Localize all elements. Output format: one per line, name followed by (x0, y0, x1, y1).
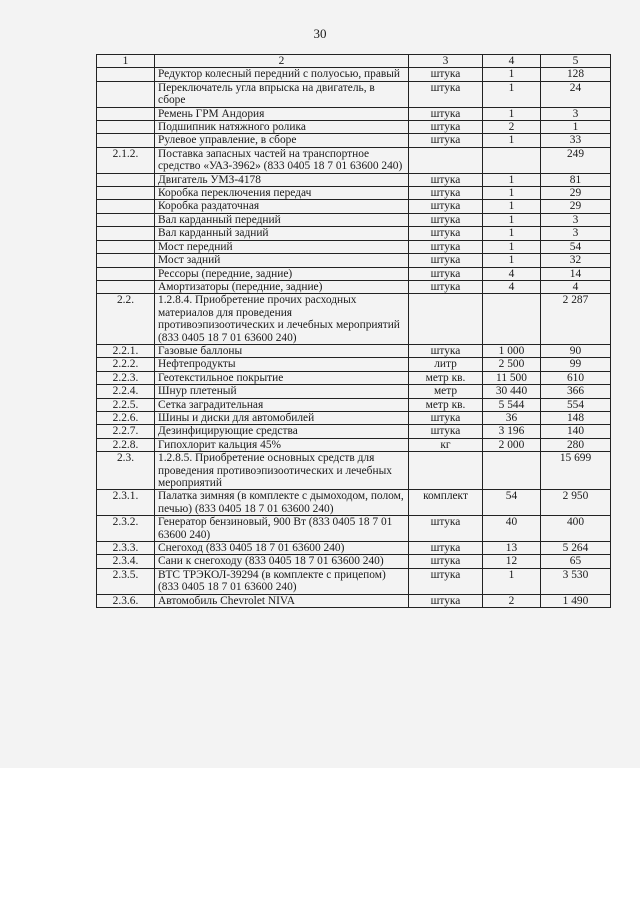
amount-cell: 4 (541, 280, 611, 293)
row-number-cell (97, 227, 155, 240)
table-row (97, 542, 611, 555)
table-row (97, 68, 611, 81)
quantity-cell: 4 (483, 267, 541, 280)
column-header: 2 (155, 55, 409, 68)
table-row (97, 254, 611, 267)
table-header-row (97, 55, 611, 68)
unit-cell: штука (409, 240, 483, 253)
amount-cell: 24 (541, 81, 611, 107)
quantity-cell: 40 (483, 516, 541, 542)
item-name-cell: Переключатель угла впрыска на двигатель, в сборе (155, 81, 409, 107)
unit-cell (409, 147, 483, 173)
unit-cell (409, 452, 483, 490)
unit-cell: литр (409, 358, 483, 371)
row-number-cell (97, 121, 155, 134)
unit-cell: штука (409, 121, 483, 134)
item-name-cell: Двигатель УМЗ-4178 (155, 173, 409, 186)
quantity-cell: 1 (483, 134, 541, 147)
row-number-cell (97, 81, 155, 107)
row-number-cell: 2.2.7. (97, 425, 155, 438)
table-row (97, 240, 611, 253)
item-name-cell: Газовые баллоны (155, 344, 409, 357)
table-row (97, 227, 611, 240)
unit-cell: штука (409, 68, 483, 81)
row-number-cell (97, 173, 155, 186)
row-number-cell: 2.2.6. (97, 411, 155, 424)
table-row (97, 107, 611, 120)
amount-cell: 15 699 (541, 452, 611, 490)
row-number-cell (97, 107, 155, 120)
table-row (97, 425, 611, 438)
row-number-cell: 2.3.5. (97, 568, 155, 594)
item-name-cell: Палатка зимняя (в комплекте с дымоходом, полом, печью) (833 0405 18 7 01 63600 240) (155, 490, 409, 516)
quantity-cell: 11 500 (483, 371, 541, 384)
unit-cell: штука (409, 516, 483, 542)
amount-cell: 2 287 (541, 294, 611, 345)
item-name-cell: Шины и диски для автомобилей (155, 411, 409, 424)
row-number-cell: 2.2.4. (97, 385, 155, 398)
row-number-cell: 2.3.4. (97, 555, 155, 568)
table-row (97, 594, 611, 607)
unit-cell: штука (409, 555, 483, 568)
row-number-cell (97, 68, 155, 81)
column-header: 3 (409, 55, 483, 68)
item-name-cell: Гипохлорит кальция 45% (155, 438, 409, 451)
table-row (97, 294, 611, 345)
column-header: 1 (97, 55, 155, 68)
quantity-cell: 1 (483, 254, 541, 267)
item-name-cell: ВТС ТРЭКОЛ-39294 (в комплекте с прицепом) (833 0405 18 7 01 63600 240) (155, 568, 409, 594)
unit-cell: штука (409, 134, 483, 147)
amount-cell: 148 (541, 411, 611, 424)
table-row (97, 452, 611, 490)
table-row (97, 358, 611, 371)
quantity-cell (483, 294, 541, 345)
unit-cell: штука (409, 173, 483, 186)
item-name-cell: Нефтепродукты (155, 358, 409, 371)
item-name-cell: Сани к снегоходу (833 0405 18 7 01 63600 240) (155, 555, 409, 568)
table-row (97, 411, 611, 424)
unit-cell: комплект (409, 490, 483, 516)
quantity-cell: 3 196 (483, 425, 541, 438)
quantity-cell (483, 452, 541, 490)
unit-cell: штука (409, 568, 483, 594)
row-number-cell: 2.2.1. (97, 344, 155, 357)
amount-cell: 3 530 (541, 568, 611, 594)
amount-cell: 99 (541, 358, 611, 371)
amount-cell: 29 (541, 200, 611, 213)
quantity-cell: 1 000 (483, 344, 541, 357)
amount-cell: 400 (541, 516, 611, 542)
row-number-cell: 2.2.8. (97, 438, 155, 451)
unit-cell: штука (409, 107, 483, 120)
table-row (97, 385, 611, 398)
unit-cell: метр кв. (409, 371, 483, 384)
unit-cell: штука (409, 425, 483, 438)
item-name-cell: Ремень ГРМ Андория (155, 107, 409, 120)
amount-cell: 90 (541, 344, 611, 357)
row-number-cell: 2.3.3. (97, 542, 155, 555)
item-name-cell: Мост передний (155, 240, 409, 253)
table-row (97, 516, 611, 542)
table-row (97, 81, 611, 107)
quantity-cell: 1 (483, 568, 541, 594)
quantity-cell: 13 (483, 542, 541, 555)
amount-cell: 3 (541, 107, 611, 120)
table-row (97, 280, 611, 293)
amount-cell: 140 (541, 425, 611, 438)
table-row (97, 371, 611, 384)
table-row (97, 438, 611, 451)
quantity-cell: 4 (483, 280, 541, 293)
amount-cell: 5 264 (541, 542, 611, 555)
unit-cell: штука (409, 344, 483, 357)
item-name-cell: Коробка переключения передач (155, 187, 409, 200)
unit-cell: штука (409, 542, 483, 555)
amount-cell: 128 (541, 68, 611, 81)
row-number-cell: 2.3. (97, 452, 155, 490)
row-number-cell (97, 187, 155, 200)
table-row (97, 200, 611, 213)
quantity-cell: 54 (483, 490, 541, 516)
row-number-cell: 2.3.6. (97, 594, 155, 607)
item-name-cell: Поставка запасных частей на транспортное средство «УАЗ-3962» (833 0405 18 7 01 63600 240) (155, 147, 409, 173)
amount-cell: 3 (541, 213, 611, 226)
expense-table (96, 54, 611, 608)
column-header: 4 (483, 55, 541, 68)
amount-cell: 280 (541, 438, 611, 451)
item-name-cell: Подшипник натяжного ролика (155, 121, 409, 134)
item-name-cell: Рессоры (передние, задние) (155, 267, 409, 280)
table-row (97, 134, 611, 147)
item-name-cell: Геотекстильное покрытие (155, 371, 409, 384)
row-number-cell (97, 280, 155, 293)
row-number-cell (97, 240, 155, 253)
quantity-cell: 1 (483, 173, 541, 186)
row-number-cell: 2.1.2. (97, 147, 155, 173)
row-number-cell: 2.3.1. (97, 490, 155, 516)
item-name-cell: Амортизаторы (передние, задние) (155, 280, 409, 293)
unit-cell: штука (409, 213, 483, 226)
quantity-cell: 1 (483, 213, 541, 226)
unit-cell: штука (409, 187, 483, 200)
unit-cell: метр кв. (409, 398, 483, 411)
unit-cell: кг (409, 438, 483, 451)
quantity-cell: 30 440 (483, 385, 541, 398)
amount-cell: 54 (541, 240, 611, 253)
unit-cell: штука (409, 594, 483, 607)
quantity-cell: 36 (483, 411, 541, 424)
table-row (97, 173, 611, 186)
row-number-cell (97, 200, 155, 213)
row-number-cell: 2.3.2. (97, 516, 155, 542)
unit-cell: штука (409, 254, 483, 267)
quantity-cell: 2 (483, 121, 541, 134)
quantity-cell: 1 (483, 200, 541, 213)
table-row (97, 121, 611, 134)
item-name-cell: Дезинфицирующие средства (155, 425, 409, 438)
row-number-cell: 2.2.2. (97, 358, 155, 371)
amount-cell: 610 (541, 371, 611, 384)
item-name-cell: Сетка заградительная (155, 398, 409, 411)
quantity-cell: 1 (483, 68, 541, 81)
unit-cell: штука (409, 411, 483, 424)
amount-cell: 1 (541, 121, 611, 134)
item-name-cell: Редуктор колесный передний с полуосью, правый (155, 68, 409, 81)
amount-cell: 65 (541, 555, 611, 568)
table-row (97, 147, 611, 173)
amount-cell: 81 (541, 173, 611, 186)
item-name-cell: 1.2.8.4. Приобретение прочих расходных материалов для проведения противоэпизоотических и лечебных мероприятий (833 0405 18 7 01 63600 240) (155, 294, 409, 345)
row-number-cell: 2.2.3. (97, 371, 155, 384)
column-header: 5 (541, 55, 611, 68)
amount-cell: 32 (541, 254, 611, 267)
item-name-cell: Вал карданный задний (155, 227, 409, 240)
unit-cell: штука (409, 200, 483, 213)
item-name-cell: Шнур плетеный (155, 385, 409, 398)
table-row (97, 344, 611, 357)
page-number: 30 (313, 26, 327, 41)
row-number-cell (97, 213, 155, 226)
item-name-cell: Генератор бензиновый, 900 Вт (833 0405 18 7 01 63600 240) (155, 516, 409, 542)
quantity-cell (483, 147, 541, 173)
table-row (97, 187, 611, 200)
row-number-cell: 2.2. (97, 294, 155, 345)
quantity-cell: 1 (483, 187, 541, 200)
item-name-cell: 1.2.8.5. Приобретение основных средств для проведения противоэпизоотических и лечебных мероприятий (155, 452, 409, 490)
amount-cell: 554 (541, 398, 611, 411)
row-number-cell (97, 267, 155, 280)
unit-cell: штука (409, 267, 483, 280)
quantity-cell: 2 000 (483, 438, 541, 451)
table-row (97, 568, 611, 594)
amount-cell: 33 (541, 134, 611, 147)
table-row (97, 267, 611, 280)
amount-cell: 14 (541, 267, 611, 280)
item-name-cell: Мост задний (155, 254, 409, 267)
amount-cell: 2 950 (541, 490, 611, 516)
unit-cell (409, 294, 483, 345)
unit-cell: штука (409, 81, 483, 107)
unit-cell: штука (409, 280, 483, 293)
table-row (97, 490, 611, 516)
row-number-cell (97, 134, 155, 147)
item-name-cell: Вал карданный передний (155, 213, 409, 226)
amount-cell: 3 (541, 227, 611, 240)
quantity-cell: 2 (483, 594, 541, 607)
quantity-cell: 1 (483, 240, 541, 253)
amount-cell: 1 490 (541, 594, 611, 607)
item-name-cell: Автомобиль Chevrolet NIVA (155, 594, 409, 607)
item-name-cell: Рулевое управление, в сборе (155, 134, 409, 147)
quantity-cell: 2 500 (483, 358, 541, 371)
quantity-cell: 5 544 (483, 398, 541, 411)
table-row (97, 398, 611, 411)
unit-cell: штука (409, 227, 483, 240)
quantity-cell: 12 (483, 555, 541, 568)
quantity-cell: 1 (483, 227, 541, 240)
quantity-cell: 1 (483, 107, 541, 120)
row-number-cell (97, 254, 155, 267)
item-name-cell: Снегоход (833 0405 18 7 01 63600 240) (155, 542, 409, 555)
row-number-cell: 2.2.5. (97, 398, 155, 411)
item-name-cell: Коробка раздаточная (155, 200, 409, 213)
table-row (97, 555, 611, 568)
amount-cell: 29 (541, 187, 611, 200)
unit-cell: метр (409, 385, 483, 398)
amount-cell: 249 (541, 147, 611, 173)
amount-cell: 366 (541, 385, 611, 398)
quantity-cell: 1 (483, 81, 541, 107)
table-row (97, 213, 611, 226)
